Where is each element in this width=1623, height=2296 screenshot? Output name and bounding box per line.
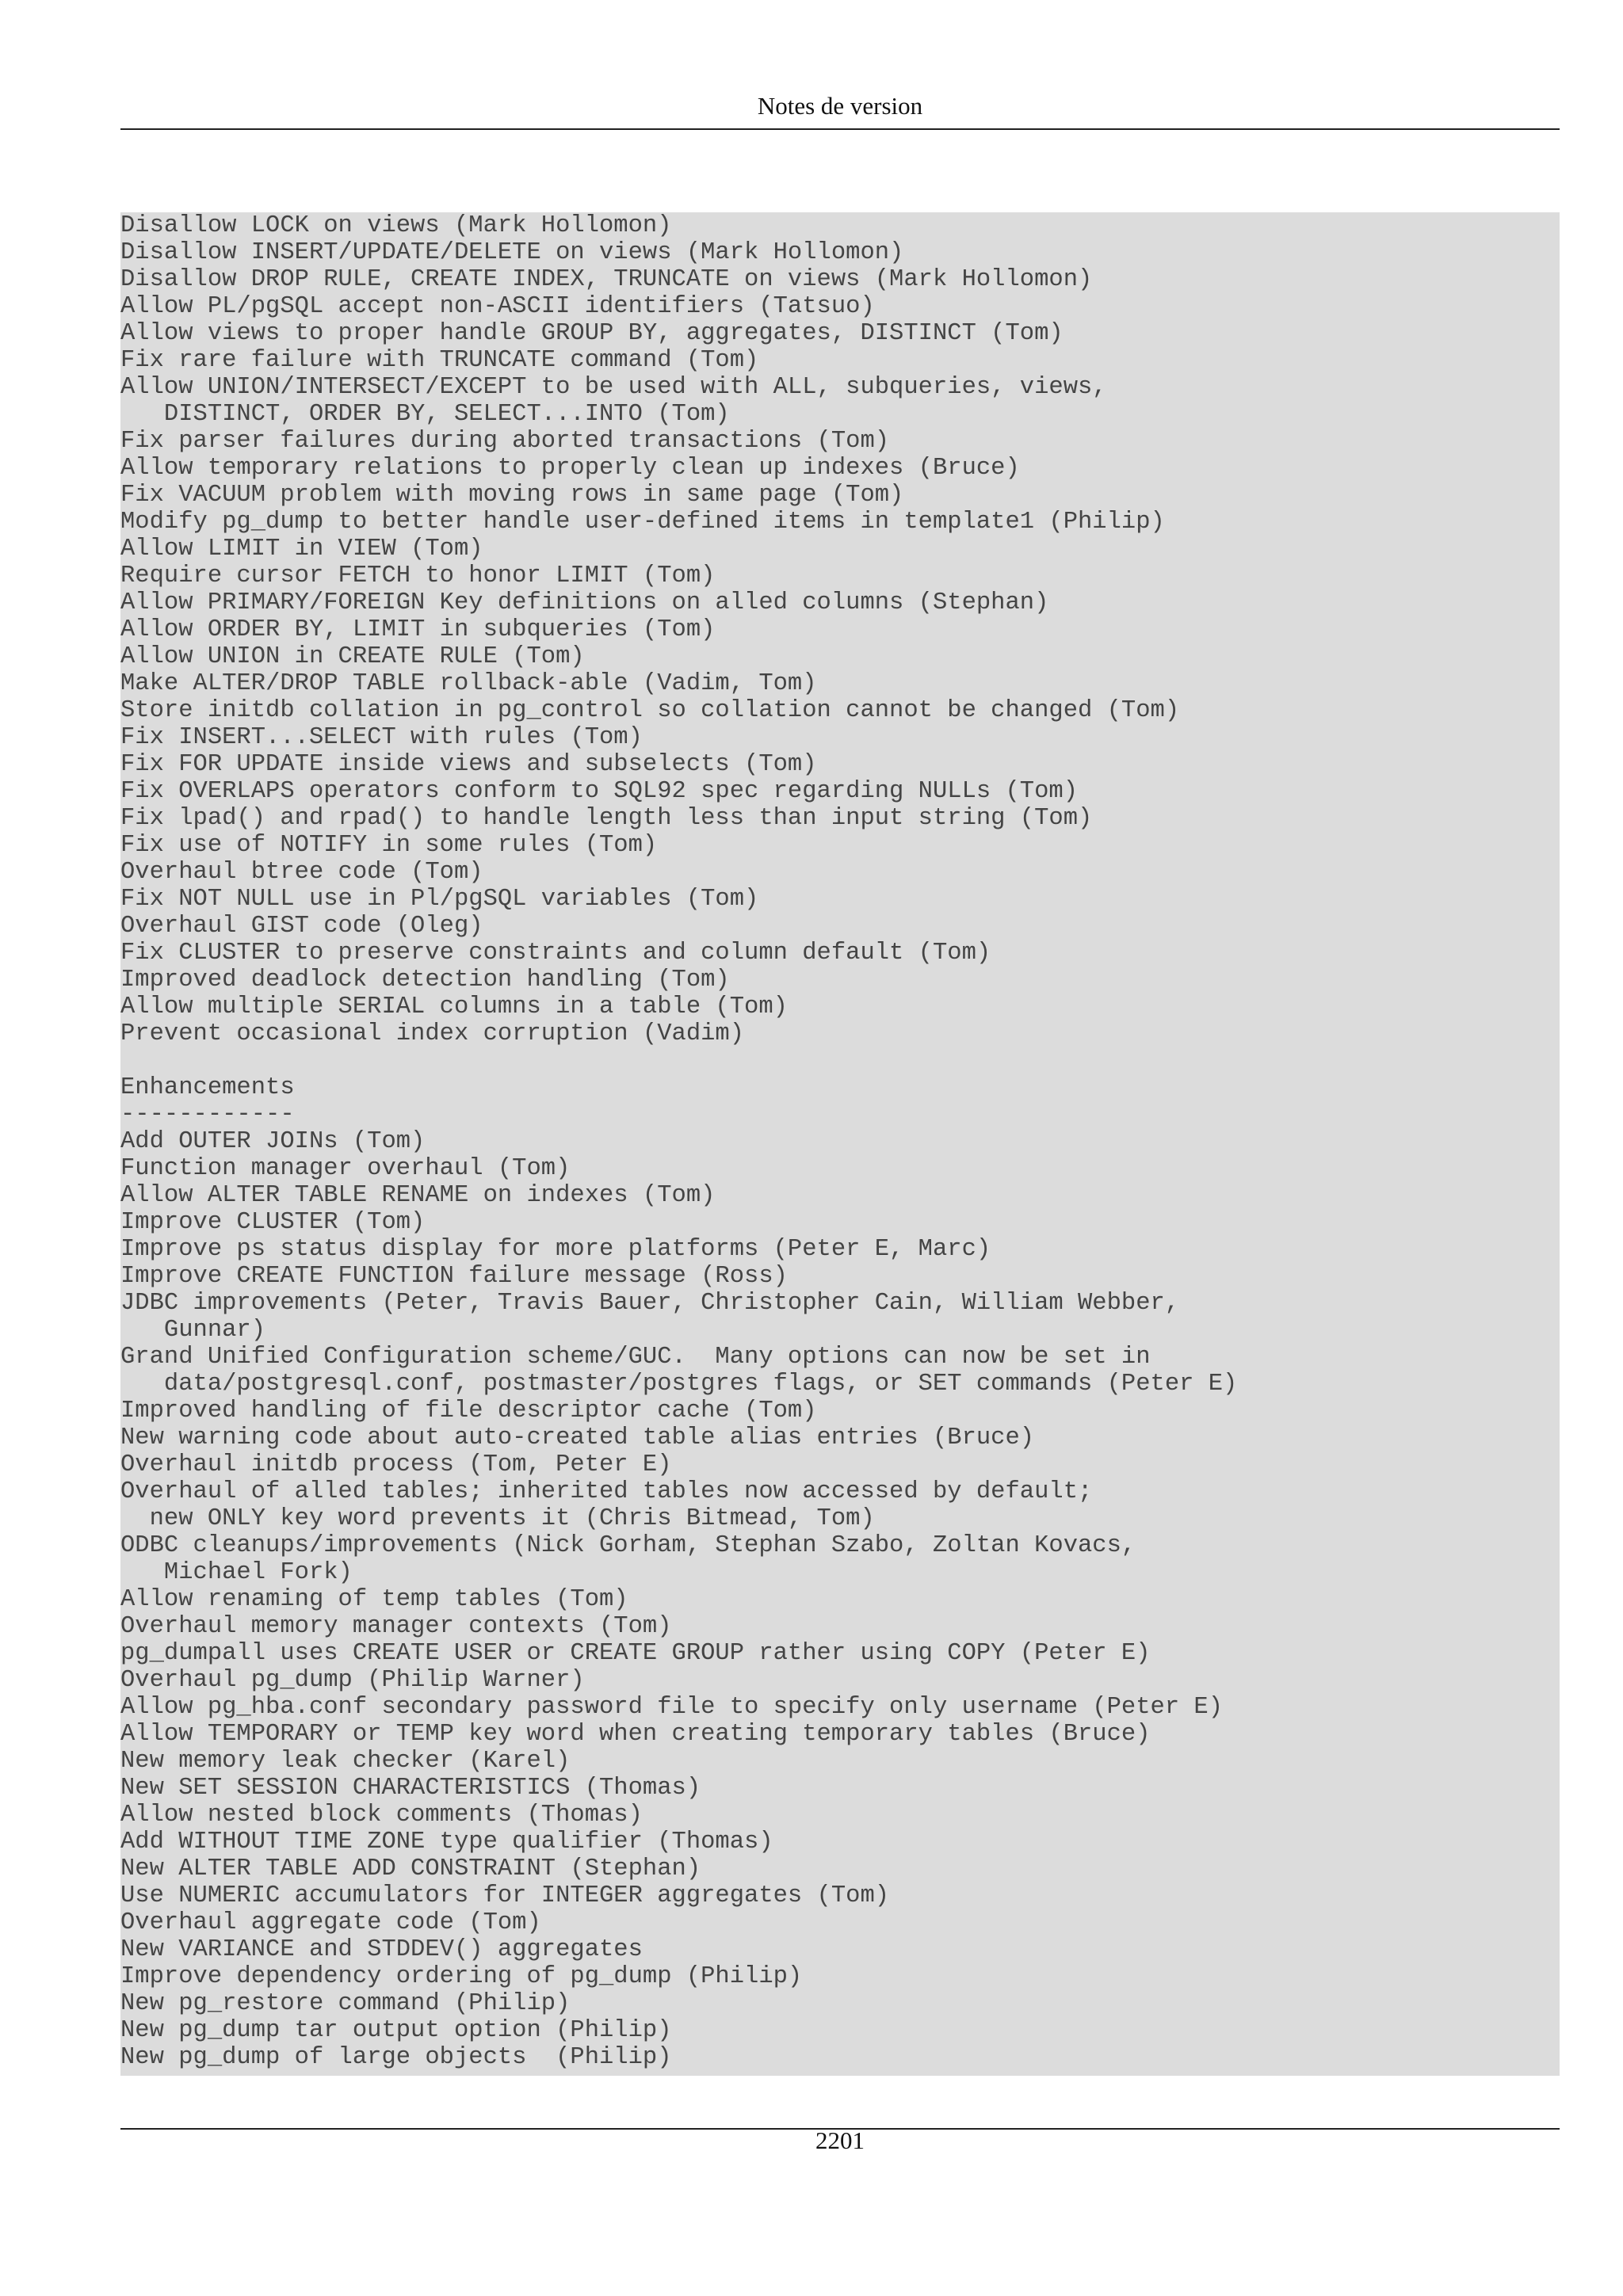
listing-line: Overhaul initdb process (Tom, Peter E) — [120, 1451, 672, 1478]
listing-line: Overhaul pg_dump (Philip Warner) — [120, 1667, 585, 1694]
release-notes-listing — [120, 212, 1560, 2076]
listing-line: New pg_dump of large objects (Philip) — [120, 2044, 672, 2071]
listing-line: Allow LIMIT in VIEW (Tom) — [120, 536, 483, 563]
listing-line: Fix use of NOTIFY in some rules (Tom) — [120, 832, 658, 859]
listing-line: New VARIANCE and STDDEV() aggregates — [120, 1936, 643, 1963]
listing-line: Fix rare failure with TRUNCATE command (Tom) — [120, 347, 759, 374]
listing-line: Allow renaming of temp tables (Tom) — [120, 1586, 628, 1613]
listing-line: Allow pg_hba.conf secondary password file to specify only username (Peter E) — [120, 1694, 1224, 1721]
listing-line: Disallow INSERT/UPDATE/DELETE on views (Mark Hollomon) — [120, 239, 904, 266]
listing-line: Improve ps status display for more platforms (Peter E, Marc) — [120, 1236, 991, 1263]
listing-line: Enhancements — [120, 1074, 295, 1101]
listing-line: Disallow DROP RULE, CREATE INDEX, TRUNCATE on views (Mark Hollomon) — [120, 266, 1093, 293]
listing-line: Add OUTER JOINs (Tom) — [120, 1128, 426, 1155]
listing-line: Grand Unified Configuration scheme/GUC. Many options can now be set in — [120, 1344, 1151, 1371]
listing-line: Store initdb collation in pg_control so collation cannot be changed (Tom) — [120, 697, 1180, 724]
listing-line: Allow temporary relations to properly clean up indexes (Bruce) — [120, 455, 1020, 482]
listing-line: New SET SESSION CHARACTERISTICS (Thomas) — [120, 1775, 701, 1802]
listing-line: Overhaul btree code (Tom) — [120, 859, 483, 886]
listing-line: new ONLY key word prevents it (Chris Bitmead, Tom) — [120, 1505, 875, 1532]
listing-line: Use NUMERIC accumulators for INTEGER aggregates (Tom) — [120, 1882, 890, 1909]
listing-line: Fix FOR UPDATE inside views and subselects (Tom) — [120, 751, 817, 778]
listing-line: Improve CREATE FUNCTION failure message (Ross) — [120, 1263, 788, 1290]
listing-line: Michael Fork) — [120, 1559, 353, 1586]
listing-line: Disallow LOCK on views (Mark Hollomon) — [120, 212, 672, 239]
listing-line — [120, 1047, 1560, 1074]
listing-line: data/postgresql.conf, postmaster/postgres flags, or SET commands (Peter E) — [120, 1371, 1238, 1398]
listing-line: pg_dumpall uses CREATE USER or CREATE GROUP rather using COPY (Peter E) — [120, 1640, 1151, 1667]
listing-line: New ALTER TABLE ADD CONSTRAINT (Stephan) — [120, 1855, 701, 1882]
listing-line: Function manager overhaul (Tom) — [120, 1155, 571, 1182]
listing-line: Allow ORDER BY, LIMIT in subqueries (Tom) — [120, 616, 716, 643]
listing-line: Allow ALTER TABLE RENAME on indexes (Tom) — [120, 1182, 716, 1209]
listing-line: ------------ — [120, 1101, 295, 1128]
listing-line: Fix VACUUM problem with moving rows in same page (Tom) — [120, 482, 904, 509]
listing-line: Improve dependency ordering of pg_dump (Philip) — [120, 1963, 803, 1990]
listing-line: Fix NOT NULL use in Pl/pgSQL variables (Tom) — [120, 886, 759, 913]
listing-line: Fix parser failures during aborted transactions (Tom) — [120, 428, 890, 455]
page-number: 2201 — [815, 2126, 865, 2154]
listing-line: Add WITHOUT TIME ZONE type qualifier (Thomas) — [120, 1829, 773, 1855]
listing-line: Make ALTER/DROP TABLE rollback-able (Vadim, Tom) — [120, 670, 817, 697]
listing-line: Prevent occasional index corruption (Vadim) — [120, 1020, 745, 1047]
listing-line: New warning code about auto-created table alias entries (Bruce) — [120, 1425, 1035, 1451]
listing-line: Modify pg_dump to better handle user-defined items in template1 (Philip) — [120, 509, 1165, 536]
listing-line: Improve CLUSTER (Tom) — [120, 1209, 426, 1236]
listing-line: New memory leak checker (Karel) — [120, 1748, 571, 1775]
listing-lines — [120, 212, 1560, 2071]
listing-line: Allow PL/pgSQL accept non-ASCII identifiers (Tatsuo) — [120, 293, 875, 320]
listing-line: New pg_restore command (Philip) — [120, 1990, 571, 2017]
listing-line: Overhaul GIST code (Oleg) — [120, 913, 483, 940]
listing-line: Fix CLUSTER to preserve constraints and column default (Tom) — [120, 940, 991, 967]
header-divider — [120, 128, 1560, 130]
listing-line: DISTINCT, ORDER BY, SELECT...INTO (Tom) — [120, 401, 730, 428]
listing-line: Overhaul memory manager contexts (Tom) — [120, 1613, 672, 1640]
listing-line: Overhaul aggregate code (Tom) — [120, 1909, 541, 1936]
listing-line: Fix lpad() and rpad() to handle length less than input string (Tom) — [120, 805, 1093, 832]
listing-line: JDBC improvements (Peter, Travis Bauer, Christopher Cain, William Webber, — [120, 1290, 1180, 1317]
listing-line: Improved handling of file descriptor cache (Tom) — [120, 1398, 817, 1425]
listing-line: Overhaul of alled tables; inherited tables now accessed by default; — [120, 1478, 1093, 1505]
listing-line: Fix INSERT...SELECT with rules (Tom) — [120, 724, 643, 751]
listing-line: Allow UNION in CREATE RULE (Tom) — [120, 643, 585, 670]
listing-line: Fix OVERLAPS operators conform to SQL92 spec regarding NULLs (Tom) — [120, 778, 1078, 805]
listing-line: Require cursor FETCH to honor LIMIT (Tom) — [120, 563, 716, 589]
listing-line: Allow views to proper handle GROUP BY, aggregates, DISTINCT (Tom) — [120, 320, 1064, 347]
listing-line: Allow UNION/INTERSECT/EXCEPT to be used with ALL, subqueries, views, — [120, 374, 1107, 401]
listing-line: ODBC cleanups/improvements (Nick Gorham, Stephan Szabo, Zoltan Kovacs, — [120, 1532, 1136, 1559]
listing-line: Allow multiple SERIAL columns in a table (Tom) — [120, 994, 788, 1020]
page-header-title: Notes de version — [757, 92, 923, 120]
listing-line: Improved deadlock detection handling (Tom) — [120, 967, 730, 994]
listing-line: New pg_dump tar output option (Philip) — [120, 2017, 672, 2044]
listing-line: Allow nested block comments (Thomas) — [120, 1802, 643, 1829]
listing-line: Gunnar) — [120, 1317, 266, 1344]
listing-line: Allow TEMPORARY or TEMP key word when creating temporary tables (Bruce) — [120, 1721, 1151, 1748]
listing-line: Allow PRIMARY/FOREIGN Key definitions on alled columns (Stephan) — [120, 589, 1049, 616]
